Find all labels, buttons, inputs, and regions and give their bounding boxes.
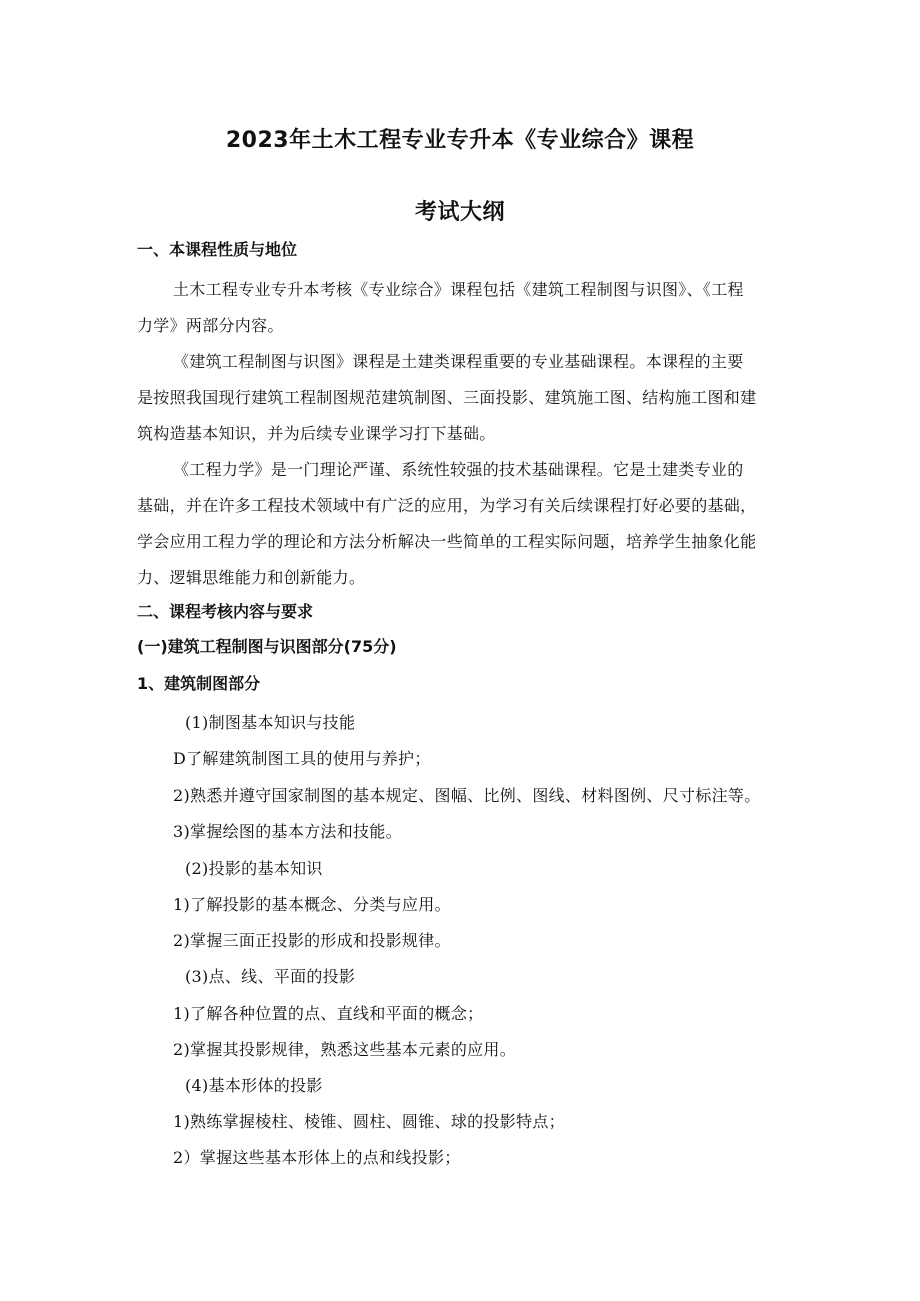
subsection-heading: (一)建筑工程制图与识图部分(75分) [137,637,397,656]
paragraph-line: 土木工程专业专升本考核《专业综合》课程包括《建筑工程制图与识图》、《工程 [173,280,744,299]
paragraph-line: 《工程力学》是一门理论严谨、系统性较强的技术基础课程。它是土建类专业的 [173,460,744,479]
section-heading-nature: 一、本课程性质与地位 [137,240,298,259]
paragraph-line: 力学》两部分内容。 [137,316,284,335]
section-heading-content: 二、课程考核内容与要求 [137,602,314,621]
paragraph-line: 学会应用工程力学的理论和方法分析解决一些简单的工程实际问题，培养学生抽象化能 [137,532,757,551]
list-item: 2)掌握三面正投影的形成和投影规律。 [173,931,451,950]
list-item: 2)熟悉并遵守国家制图的基本规定、图幅、比例、图线、材料图例、尺寸标注等。 [173,786,761,805]
list-item: D了解建筑制图工具的使用与养护； [173,749,431,768]
list-item: 1)了解各种位置的点、直线和平面的概念； [173,1004,484,1023]
document-title: 2023年土木工程专业专升本《专业综合》课程 [225,128,695,153]
paragraph-line: 是按照我国现行建筑工程制图规范建筑制图、三面投影、建筑施工图、结构施工图和建 [137,388,757,407]
list-item-title: (4)基本形体的投影 [185,1076,323,1095]
list-item: 2)掌握其投影规律，熟悉这些基本元素的应用。 [173,1040,517,1059]
paragraph-line: 筑构造基本知识，并为后续专业课学习打下基础。 [137,424,496,443]
list-item: 1)熟练掌握棱柱、棱锥、圆柱、圆锥、球的投影特点； [173,1112,565,1131]
list-item: 3)掌握绘图的基本方法和技能。 [173,822,402,841]
paragraph-line: 基础，并在许多工程技术领域中有广泛的应用，为学习有关后续课程打好必要的基础， [137,496,757,515]
list-item-title: (2)投影的基本知识 [185,859,323,878]
list-item-title: (3)点、线、平面的投影 [185,967,356,986]
list-item-title: (1)制图基本知识与技能 [185,713,356,732]
list-item: 1)了解投影的基本概念、分类与应用。 [173,895,451,914]
list-item: 2）掌握这些基本形体上的点和线投影； [173,1148,461,1167]
paragraph-line: 《建筑工程制图与识图》课程是土建类课程重要的专业基础课程。本课程的主要 [173,352,744,371]
paragraph-line: 力、逻辑思维能力和创新能力。 [137,568,366,587]
part-heading: 1、建筑制图部分 [137,674,261,693]
document-subtitle: 考试大纲 [414,200,505,225]
